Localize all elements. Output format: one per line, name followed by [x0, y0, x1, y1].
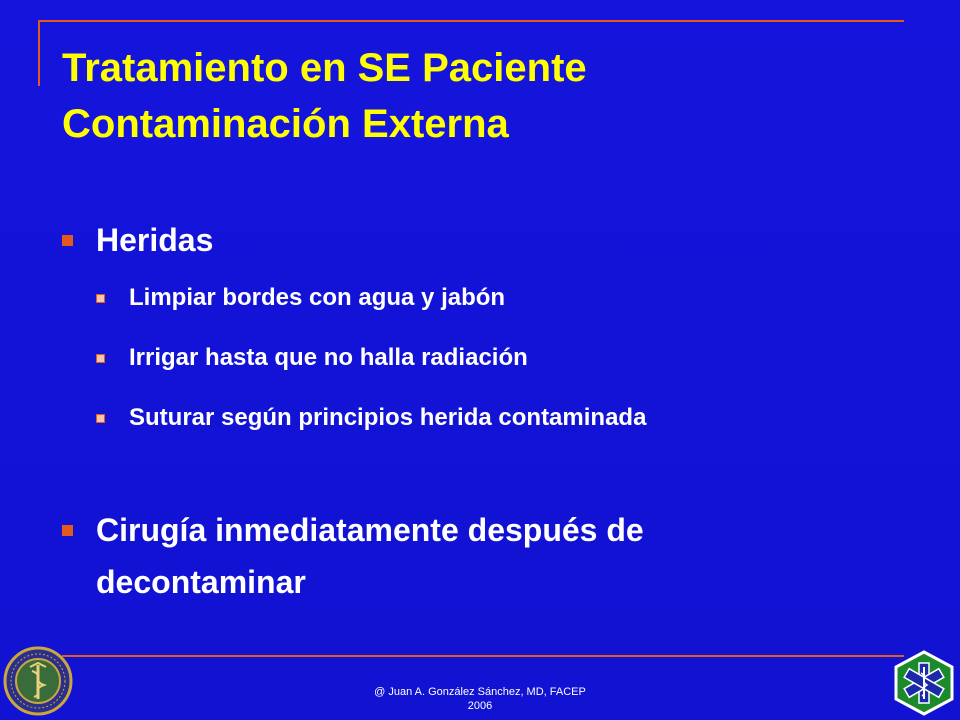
- hollow-square-bullet-icon: [96, 294, 105, 303]
- slide-title: [62, 40, 922, 152]
- bullet-text: Heridas: [96, 222, 214, 258]
- square-bullet-icon: [62, 235, 73, 246]
- escuela-de-medicina-seal-icon: [2, 645, 74, 717]
- sub-bullet-text: Limpiar bordes con agua y jabón: [129, 284, 506, 311]
- square-bullet-icon: [62, 525, 73, 536]
- hollow-square-bullet-icon: [96, 354, 105, 363]
- title-line-2: Contaminación Externa: [62, 102, 509, 146]
- hollow-square-bullet-icon: [96, 414, 105, 423]
- sub-bullet: [96, 401, 646, 435]
- left-rule: [38, 20, 40, 86]
- title-line-1: Tratamiento en SE Paciente: [62, 46, 587, 90]
- footer-credit: [0, 685, 960, 713]
- footer-author: @ Juan A. González Sánchez, MD, FACEP: [374, 686, 586, 698]
- star-of-life-emblem-icon: [892, 650, 956, 716]
- footer-year: 2006: [467, 700, 493, 712]
- sub-bullet: [96, 281, 505, 315]
- sub-bullet: [96, 341, 528, 375]
- bullet-text: Cirugía inmediatamente después de decontaminar: [96, 512, 644, 600]
- sub-bullet-text: Irrigar hasta que no halla radiación: [129, 344, 528, 371]
- top-rule: [38, 20, 904, 22]
- bullet-heridas: [62, 214, 213, 266]
- sub-bullet-text: Suturar según principios herida contaminada: [129, 404, 647, 431]
- bullet-cirugia: [62, 504, 856, 608]
- bottom-rule: [62, 655, 904, 657]
